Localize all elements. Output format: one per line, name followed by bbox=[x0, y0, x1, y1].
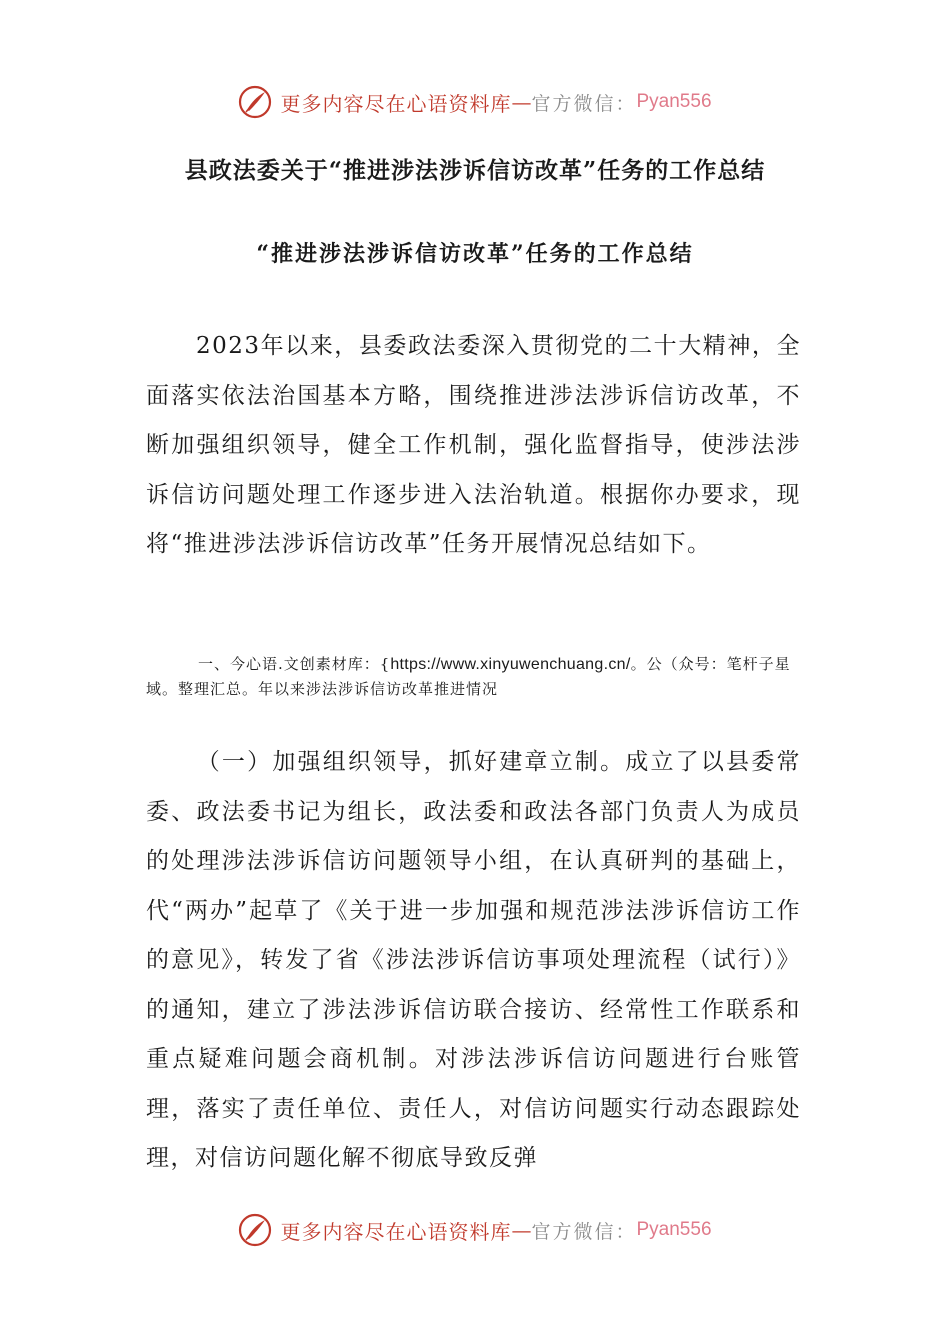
banner-wechat-label: 官方微信： bbox=[531, 92, 637, 115]
intro-paragraph bbox=[146, 322, 801, 570]
banner-separator: — bbox=[511, 1218, 532, 1242]
banner-wechat-label: 官方微信： bbox=[531, 1220, 637, 1243]
section-heading bbox=[146, 652, 806, 702]
section-paragraph bbox=[146, 738, 801, 1184]
quill-pen-logo-icon bbox=[238, 1213, 272, 1247]
banner-main-text: 更多内容尽在心语资料库 bbox=[280, 1219, 512, 1244]
quill-pen-logo-icon bbox=[238, 85, 272, 119]
document-title: 县政法委关于“推进涉法涉诉信访改革”任务的工作总结 bbox=[184, 157, 766, 184]
banner-wechat-id: Pyan556 bbox=[636, 1219, 712, 1240]
document-subtitle: “推进涉法涉诉信访改革”任务的工作总结 bbox=[256, 241, 694, 267]
section-heading-url: https://www.xinyuwenchuang.cn/ bbox=[390, 656, 631, 673]
intro-paragraph-text: 2023年以来，县委政法委深入贯彻党的二十大精神，全面落实依法治国基本方略，围绕推进涉法涉诉信访改革，不断加强组织领导，健全工作机制，强化监督指导，使涉法涉诉信访问题处理工作逐步进入法治轨道。根据你办要求，现将“推进涉法涉诉信访改革”任务开展情况总结如下。 bbox=[146, 333, 801, 557]
banner-wechat-id: Pyan556 bbox=[636, 91, 712, 112]
section-heading-suffix: 。公（众号：笔杆子星域。整理汇总。年以来涉法涉诉信访改革推进情况 bbox=[146, 655, 791, 698]
footer-banner bbox=[0, 1210, 950, 1250]
section-heading-prefix: 一、今心语.文创素材库：{ bbox=[198, 655, 391, 673]
header-banner bbox=[0, 82, 950, 122]
banner-main-text: 更多内容尽在心语资料库 bbox=[280, 91, 512, 116]
banner-separator: — bbox=[511, 90, 532, 114]
section-paragraph-text: （一）加强组织领导，抓好建章立制。成立了以县委常委、政法委书记为组长，政法委和政法各部门负责人为成员的处理涉法涉诉信访问题领导小组，在认真研判的基础上，代“两办”起草了《关于进一步加强和规范涉法涉诉信访工作的意见》，转发了省《涉法涉诉信访事项处理流程（试行）》的通知，建立了涉法涉诉信访联合接访、经常性工作联系和重点疑难问题会商机制。对涉法涉诉信访问题进行台账管理，落实了责任单位、责任人，对信访问题实行动态跟踪处理，对信访问题化解不彻底导致反弹 bbox=[146, 749, 801, 1171]
